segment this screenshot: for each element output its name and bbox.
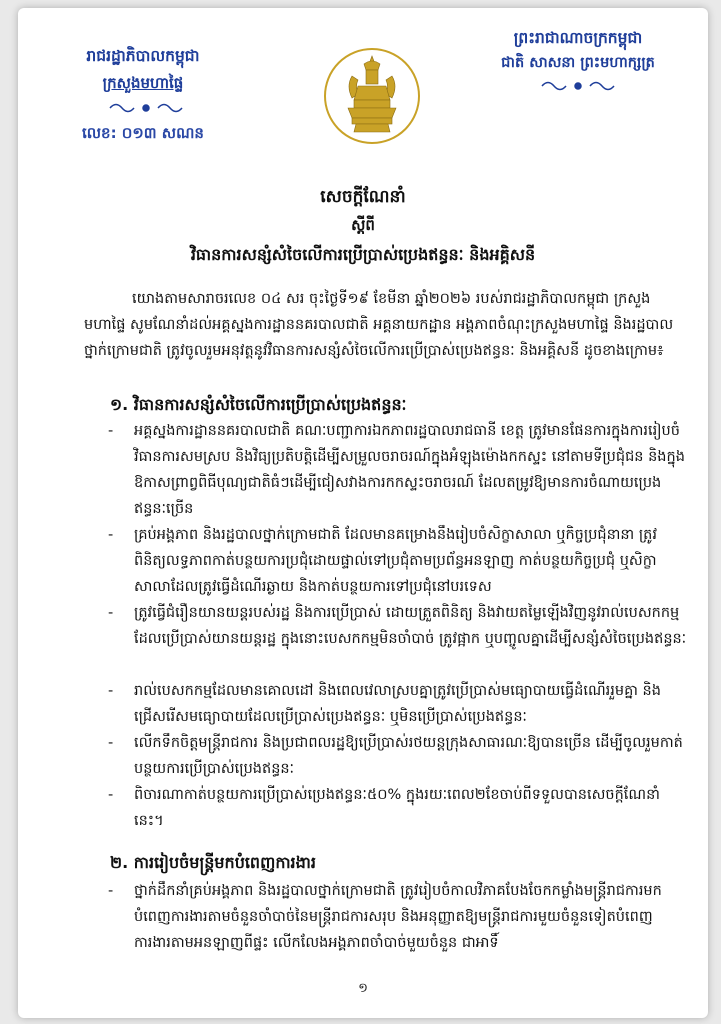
- government-name: រាជរដ្ឋាភិបាលកម្ពុជា: [86, 47, 200, 65]
- bullet-dash: -: [108, 605, 114, 621]
- list-item-text: ត្រូវធ្វើជំរឿនយានយន្តរបស់រដ្ឋ និងការប្រើប្រាស់ ដោយត្រួតពិនិត្យ និងវាយតម្លៃឡើងវិញនូវរាល់បេសកកម្មដែលប្រើប្រាស់យានយន្តរដ្ឋ ក្នុងនោះបេសកកម្មមិនចាំបាច់ ត្រូវផ្អាក ឬបញ្ចូលគ្នាដើម្បីសន្សំសំចៃប្រេងឥន្ធនៈ: [134, 605, 687, 647]
- khmer-ornament-icon: [106, 100, 186, 116]
- list-item-text: ពិចារណាកាត់បន្ថយការប្រើប្រាស់ប្រេងឥន្ធនៈ៥០% ក្នុងរយៈពេល២ខែចាប់ពីទទួលបានសេចក្តីណែនាំនេះ។: [134, 787, 660, 829]
- bullet-dash: -: [108, 735, 114, 751]
- list-item-text: គ្រប់អង្គភាព និងរដ្ឋបាលថ្នាក់ក្រោមជាតិ ដែលមានគម្រោងនឹងរៀបចំសិក្ខាសាលា ឬកិច្ចប្រជុំនានា ត្រូវពិនិត្យលទ្ធភាពកាត់បន្ថយការប្រជុំដោយផ្ទាល់ទៅប្រជុំតាមប្រព័ន្ធអនឡាញ កាត់បន្ថយកិច្ចប្រជុំ ឬសិក្ខាសាលាដែលត្រូវធ្វើដំណើរឆ្ងាយ និងកាត់បន្ថយការទៅប្រជុំនៅបរទេស: [134, 527, 657, 595]
- list-item: [108, 600, 688, 652]
- ministry-name: ក្រសួងមហាផ្ទៃ: [102, 74, 184, 92]
- bullet-dash: -: [108, 683, 114, 699]
- list-item-text: ថ្នាក់ដឹកនាំគ្រប់អង្គភាព និងរដ្ឋបាលថ្នាក់ក្រោមជាតិ ត្រូវរៀបចំកាលវិភាគបែងចែកកម្លាំងមន្ត្រីរាជការមកបំពេញការងារតាមចំនួនចាំបាច់នៃមន្ត្រីរាជការសរុប និងអនុញ្ញាតឱ្យមន្ត្រីរាជការមួយចំនួនទៀតបំពេញការងារតាមអនឡាញពីផ្ទះ លើកលែងអង្គភាពចាំបាច់មួយចំនួន ជាអាទិ៍: [134, 883, 662, 951]
- list-item: [108, 418, 688, 522]
- section-2-heading: ២. ការរៀបចំមន្ត្រីមកបំពេញការងារ: [110, 853, 316, 872]
- document-subject: វិធានការសន្សំសំចៃលើការប្រើប្រាស់ប្រេងឥន្ធនៈ និងអគ្គិសនី: [190, 245, 536, 264]
- royal-emblem-icon: [322, 46, 422, 146]
- intro-paragraph: យោងតាមសារាចរលេខ ០៤ សរ ចុះថ្ងៃទី១៩ ខែមីនា ឆ្នាំ២០២៦ របស់រាជរដ្ឋាភិបាលកម្ពុជា ក្រសួងមហាផ្ទៃ សូមណែនាំដល់អគ្គស្នងការដ្ឋាននគរបាលជាតិ អគ្គនាយកដ្ឋាន អង្គភាពចំណុះក្រសួងមហាផ្ទៃ និងរដ្ឋបាលថ្នាក់ក្រោមជាតិ ត្រូវចូលរួមអនុវត្តនូវវិធានការសន្សំសំចៃលើការប្រើប្រាស់ប្រេងឥន្ធនៈ និងអគ្គិសនី ដូចខាងក្រោម៖: [84, 291, 674, 359]
- list-item: [108, 678, 688, 730]
- page-number: ១: [358, 981, 368, 996]
- list-item-text: អគ្គស្នងការដ្ឋាននគរបាលជាតិ គណៈបញ្ជាការឯកភាពរដ្ឋបាលរាជធានី ខេត្ត ត្រូវមានផែនការក្នុងការរៀបចំវិធានការសមស្រប និងវិធ្យប្រតិបត្តិដើម្បីសម្រួលចរាចរណ៍ក្នុងអំឡុងម៉ោងកកស្ទះ នៅតាមទីប្រជុំជន និងក្នុងឱកាសព្រាព្វពិធីបុណ្យជាតិធំៗដើម្បីជៀសវាងការកកស្ទះចរាចរណ៍ ដែលតម្រូវឱ្យមានការចំណាយប្រេងឥន្ធនៈច្រើន: [134, 423, 685, 517]
- list-item: [108, 782, 688, 834]
- national-motto: ជាតិ សាសនា ព្រះមហាក្សត្រ: [501, 55, 655, 71]
- bullet-dash: -: [108, 787, 114, 803]
- bullet-dash: -: [108, 423, 114, 439]
- document-title: សេចក្តីណែនាំ: [320, 187, 406, 207]
- section-1-heading: ១. វិធានការសន្សំសំចៃលើការប្រើប្រាស់ប្រេងឥន្ធនៈ: [110, 395, 407, 414]
- reference-number: លេខ: ០១៣ សណន: [82, 124, 204, 142]
- bullet-dash: -: [108, 883, 114, 899]
- list-item-text: រាល់បេសកកម្មដែលមានគោលដៅ និងពេលវេលាស្របគ្នាត្រូវប្រើប្រាស់មធ្យោបាយធ្វើដំណើររួមគ្នា និងជ្រើសរើសមធ្យោបាយដែលប្រើប្រាស់ប្រេងឥន្ធនៈ ឬមិនប្រើប្រាស់ប្រេងឥន្ធនៈ: [134, 683, 661, 725]
- document-subtitle-about: ស្តីពី: [351, 216, 375, 234]
- khmer-ornament-icon: [538, 78, 618, 94]
- document-page: [18, 8, 708, 1018]
- list-item: [108, 522, 688, 600]
- kingdom-name: ព្រះរាជាណាចក្រកម្ពុជា: [513, 29, 643, 47]
- list-item: [108, 730, 688, 782]
- list-item-text: លើកទឹកចិត្តមន្ត្រីរាជការ និងប្រជាពលរដ្ឋឱ្យប្រើប្រាស់រថយន្តក្រុងសាធារណៈឱ្យបានច្រើន ដើម្បីចូលរួមកាត់បន្ថយការប្រើប្រាស់ប្រេងឥន្ធនៈ: [134, 735, 683, 777]
- bullet-dash: -: [108, 527, 114, 543]
- list-item: [108, 878, 688, 956]
